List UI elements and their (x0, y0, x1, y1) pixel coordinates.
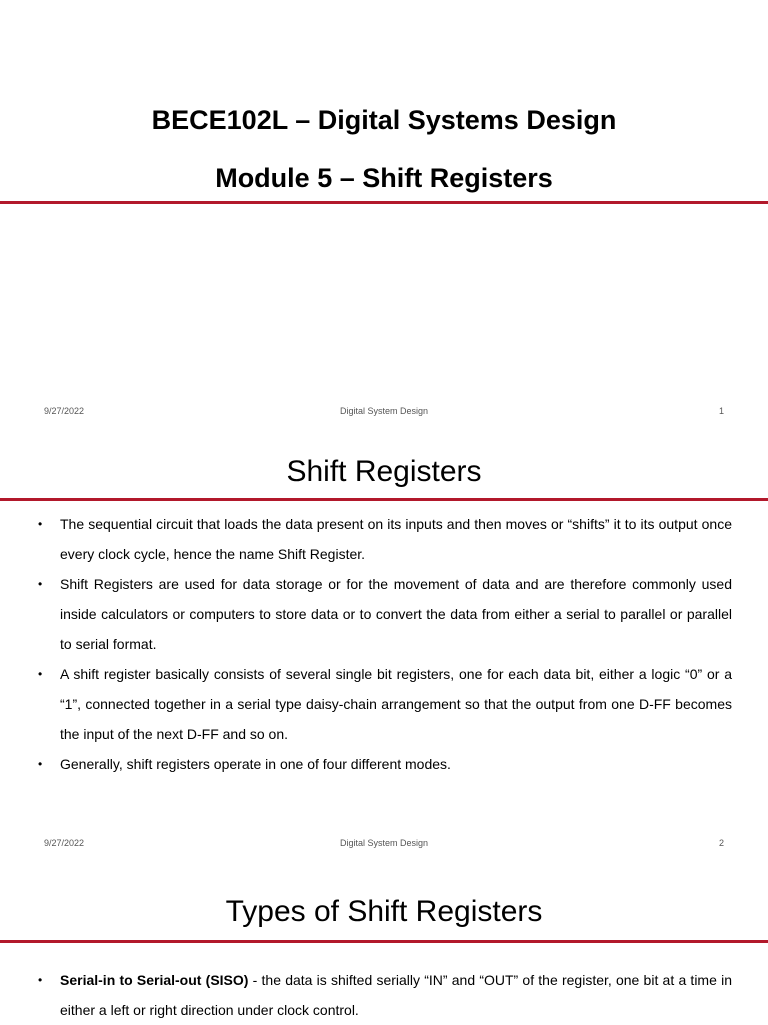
slide2-footer-date: 9/27/2022 (44, 838, 85, 848)
slide3-title-rule (0, 940, 768, 943)
slide1-title-line1: BECE102L – Digital Systems Design (151, 105, 617, 135)
bullet-icon: • (38, 973, 43, 987)
bullet-text: - the data is shifted serially “IN” and “OUT” of the register, one bit at a time in either a left or right direction under clock control. (60, 972, 732, 1018)
slide2-bullet-list (38, 509, 732, 779)
slide3-bullet-list (38, 965, 732, 1025)
bullet-term: Serial-in to Serial-out (SISO) (60, 972, 249, 988)
list-item (38, 659, 732, 749)
bullet-text: Generally, shift registers operate in one of four different modes. (60, 756, 451, 772)
list-item (38, 965, 732, 1025)
slide2-title: Shift Registers (286, 455, 482, 488)
slide1-page-number: 1 (718, 406, 724, 416)
slide3-title: Types of Shift Registers (225, 895, 543, 928)
bullet-icon: • (38, 517, 43, 531)
bullet-icon: • (38, 757, 43, 771)
bullet-text: Shift Registers are used for data storage or for the movement of data and are therefore commonly used inside calculators or computers to store data or to convert the data from either a serial to parallel or parallel to serial format. (60, 576, 732, 652)
list-item (38, 749, 732, 779)
list-item (38, 569, 732, 659)
slide2-footer (0, 838, 768, 852)
slide2-footer-title: Digital System Design (339, 838, 429, 848)
slide1-title-rule (0, 201, 768, 204)
slide1-title-line2: Module 5 – Shift Registers (215, 163, 553, 193)
slide2-title-rule (0, 498, 768, 501)
bullet-icon: • (38, 667, 43, 681)
slide1-footer-title: Digital System Design (339, 406, 429, 416)
bullet-text: A shift register basically consists of several single bit registers, one for each data bit, either a logic “0” or a “1”, connected together in a serial type daisy-chain arrangement so that the output from one D-FF becomes the input of the next D-FF and so on. (60, 666, 732, 742)
bullet-text: The sequential circuit that loads the data present on its inputs and then moves or “shifts” it to its output once every clock cycle, hence the name Shift Register. (60, 516, 732, 562)
slide1-footer (0, 406, 768, 420)
slide2-page-number: 2 (718, 838, 724, 848)
list-item (38, 509, 732, 569)
slide1-footer-date: 9/27/2022 (44, 406, 85, 416)
bullet-icon: • (38, 577, 43, 591)
